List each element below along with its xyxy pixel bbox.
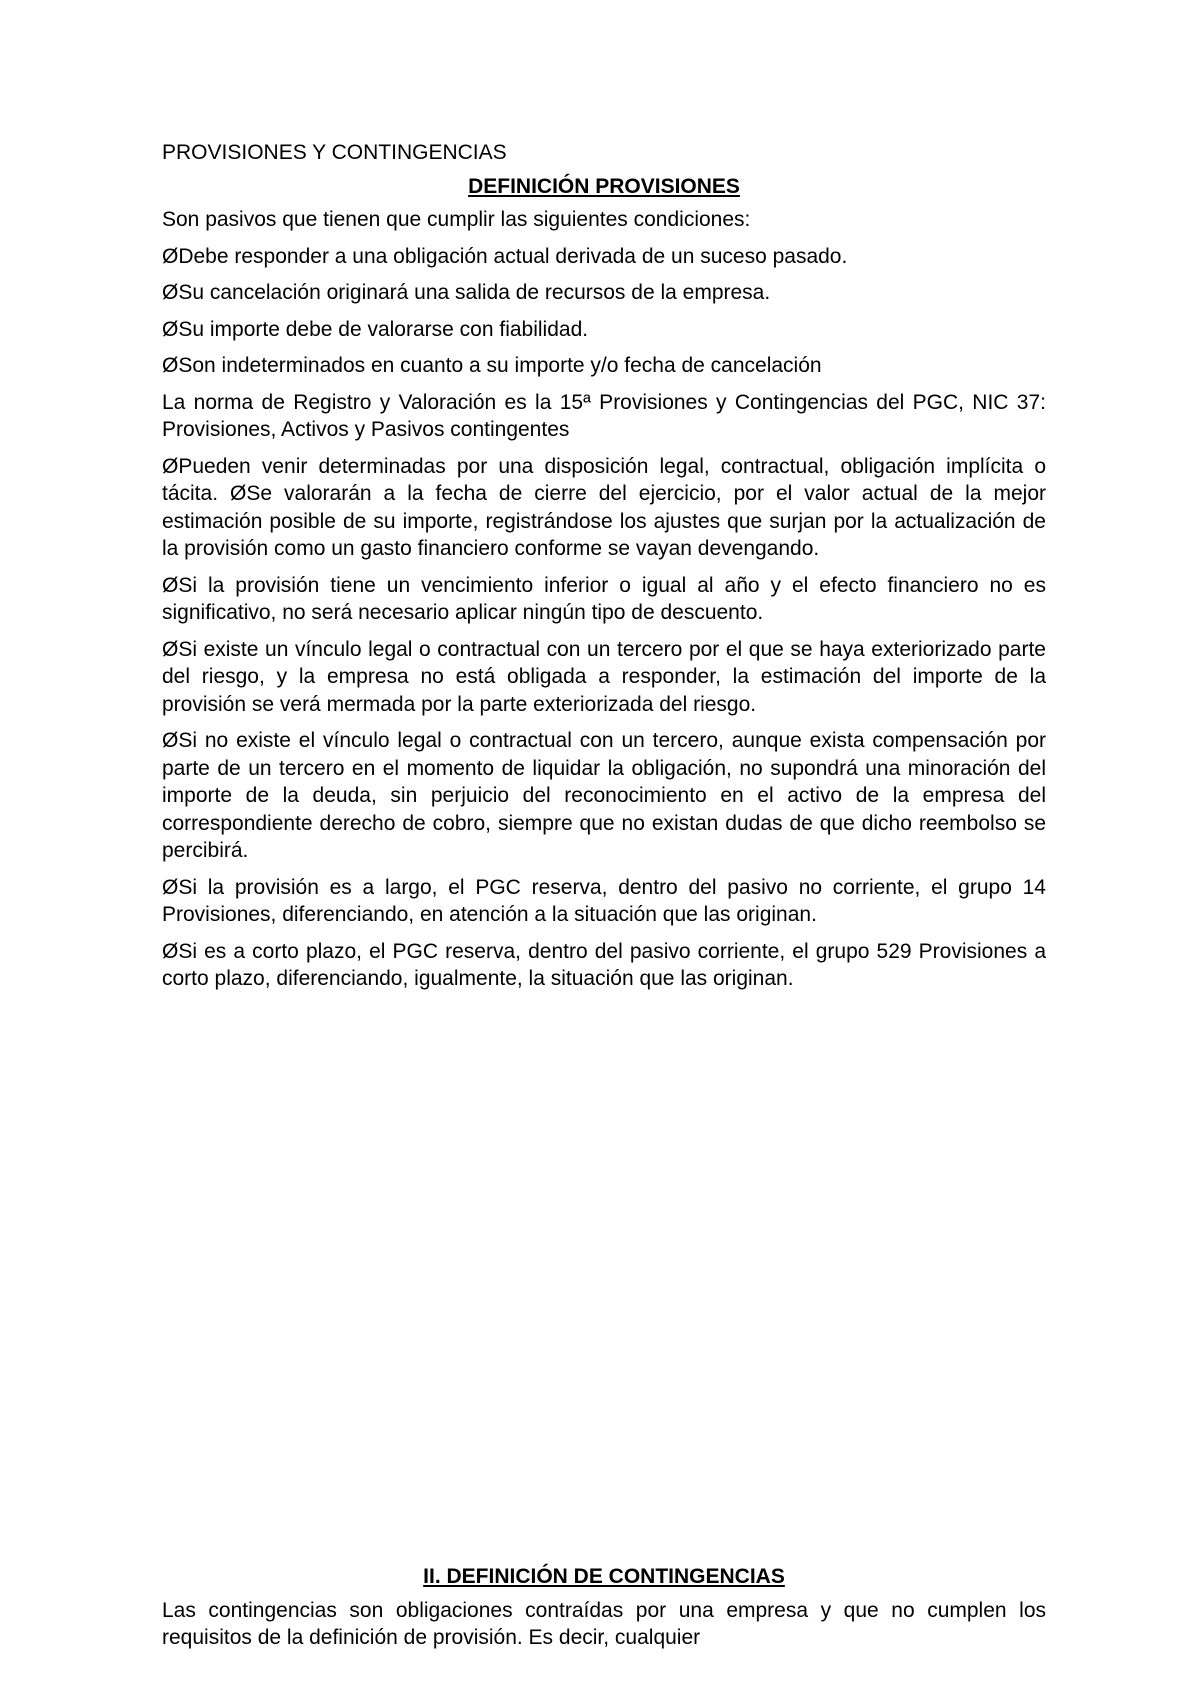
paragraph: ØSu cancelación originará una salida de recursos de la empresa.	[162, 281, 771, 304]
paragraph: Son pasivos que tienen que cumplir las siguientes condiciones:	[162, 208, 751, 231]
paragraph: ØSon indeterminados en cuanto a su importe y/o fecha de cancelación	[162, 354, 822, 377]
paragraph: ØSi la provisión es a largo, el PGC reserva, dentro del pasivo no corriente, el grupo 14 Provisiones, diferenciando, en atención a la situación que las originan.	[162, 875, 1046, 926]
section-contingencias	[162, 1563, 1046, 1652]
paragraph: ØPueden venir determinadas por una disposición legal, contractual, obligación implícita o tácita. ØSe valorarán a la fecha de cierre del ejercicio, por el valor actual de la mejor estimación posible de su importe, registrándose los ajustes que surjan por la actualización de la provisión como un gasto financiero conforme se vayan devengando.	[162, 454, 1046, 560]
paragraph: La norma de Registro y Valoración es la 15ª Provisiones y Contingencias del PGC, NIC 37: Provisiones, Activos y Pasivos contingentes	[162, 390, 1046, 441]
paragraph: Las contingencias son obligaciones contraídas por una empresa y que no cumplen los requisitos de la definición de provisión. Es decir, cualquier	[162, 1598, 1046, 1649]
paragraph: ØSi la provisión tiene un vencimiento inferior o igual al año y el efecto financiero no es significativo, no será necesario aplicar ningún tipo de descuento.	[162, 573, 1046, 624]
paragraph: ØSi existe un vínculo legal o contractual con un tercero por el que se haya exteriorizado parte del riesgo, y la empresa no está obligada a responder, la estimación del importe de la provisión se verá mermada por la parte exteriorizada del riesgo.	[162, 637, 1046, 716]
section-heading-provisiones: DEFINICIÓN PROVISIONES	[468, 174, 740, 198]
paragraph: ØSu importe debe de valorarse con fiabilidad.	[162, 317, 589, 341]
paragraph: ØDebe responder a una obligación actual derivada de un suceso pasado.	[162, 244, 848, 268]
section-heading-contingencias: II. DEFINICIÓN DE CONTINGENCIAS	[423, 1565, 785, 1588]
section-provisiones	[162, 139, 1046, 1002]
paragraph: ØSi no existe el vínculo legal o contractual con un tercero, aunque exista compensación por parte de un tercero en el momento de liquidar la obligación, no supondrá una minoración del importe de la deuda, sin perjuicio del reconocimiento en el activo de la empresa del correspondiente derecho de cobro, siempre que no existan dudas de que dicho reembolso se percibirá.	[162, 729, 1046, 862]
document-title: PROVISIONES Y CONTINGENCIAS	[162, 141, 507, 164]
paragraph: ØSi es a corto plazo, el PGC reserva, dentro del pasivo corriente, el grupo 529 Provisiones a corto plazo, diferenciando, igualmente, la situación que las originan.	[162, 939, 1046, 990]
